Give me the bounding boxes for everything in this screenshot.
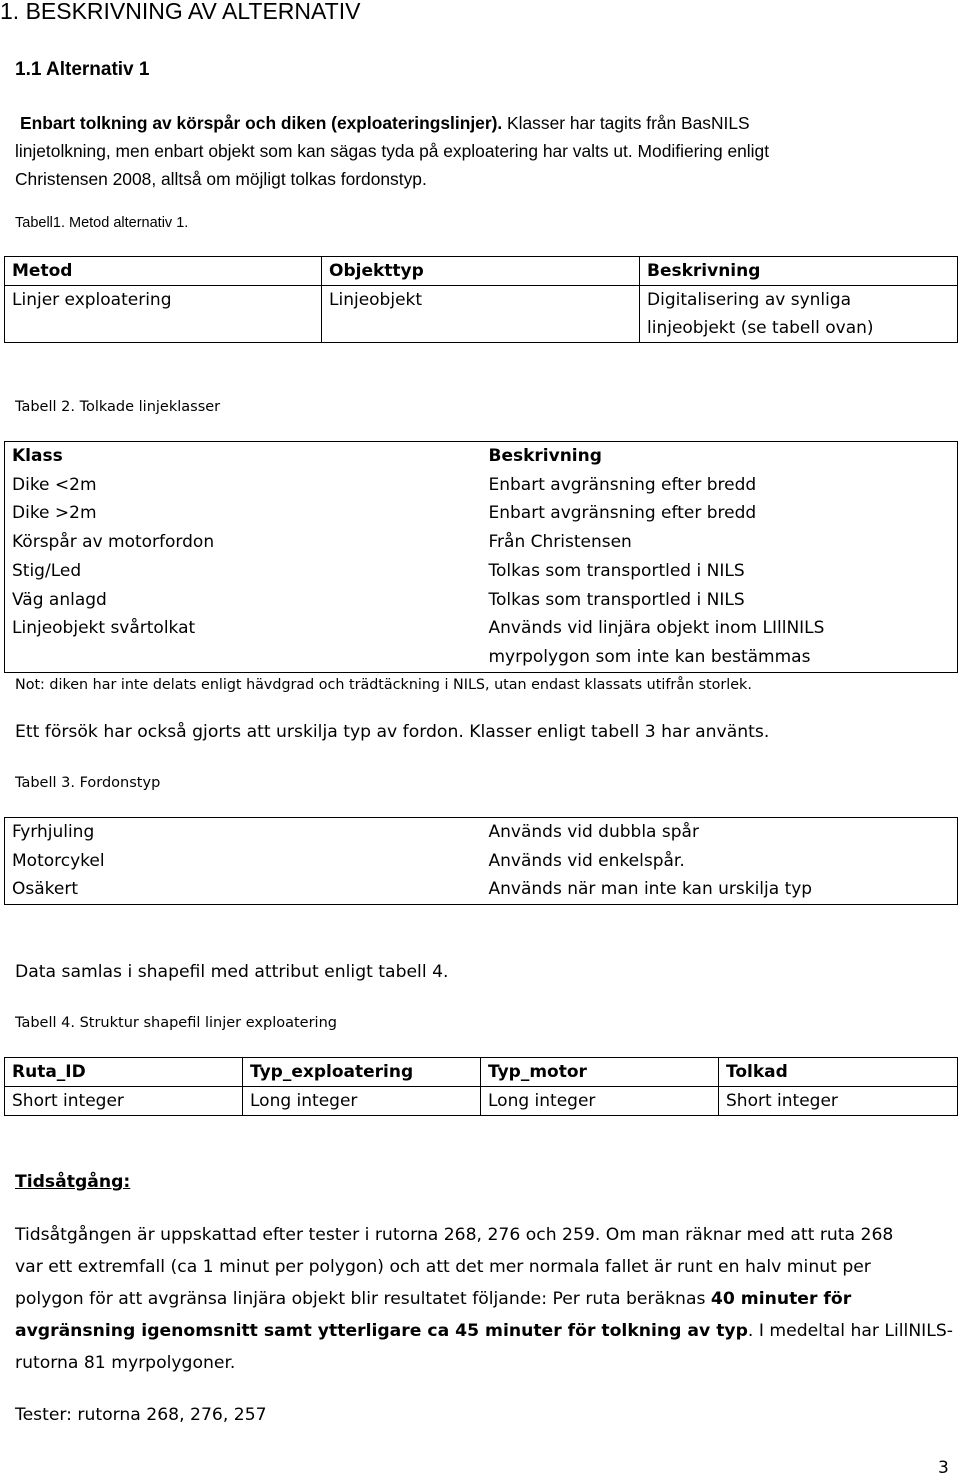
table4-header-row [5,1058,958,1087]
table1 [4,256,958,343]
page-number: 3 [938,1458,949,1478]
table2-cell: Tolkas som transportled i NILS [488,589,745,610]
time-line-5: rutorna 81 myrpolygoner. [15,1353,236,1373]
table4-cell: Long integer [243,1087,481,1116]
table2-header: Klass [12,446,63,466]
table-row [5,499,958,528]
section-subheading: 1.1 Alternativ 1 [15,59,150,80]
table2 [4,441,958,673]
intro-line-3: Christensen 2008, alltså om möjligt tolkas fordonstyp. [15,169,427,189]
time-line-4 [15,1315,953,1347]
vehicle-paragraph: Ett försök har också gjorts att urskilja typ av fordon. Klasser enligt tabell 3 har använts. [15,722,770,742]
table2-cell: Dike <2m [12,474,97,495]
time-line-3 [15,1283,851,1315]
time-line-3-bold: 40 minuter för [710,1289,852,1309]
table4-caption: Tabell 4. Struktur shapefil linjer exploatering [15,1015,337,1031]
table2-cell-line: myrpolygon som inte kan bestämmas [488,646,811,667]
table3-cell: Motorcykel [12,850,105,871]
table4-row [5,1087,958,1116]
intro-bold: Enbart tolkning av körspår och diken (exploateringslinjer). [20,113,503,133]
table1-header: Beskrivning [640,257,958,286]
table1-cell: Linjer exploatering [5,286,322,343]
table3 [4,817,958,905]
table4-header: Typ_motor [481,1058,719,1087]
table1-header: Objekttyp [322,257,640,286]
table2-cell [482,614,958,672]
testers-line: Tester: rutorna 268, 276, 257 [15,1405,267,1425]
time-line-3-plain: polygon för att avgränsa linjära objekt blir resultatet följande: Per ruta beräknas [15,1289,711,1309]
table2-cell: Väg anlagd [12,589,107,610]
table1-cell [640,286,958,343]
table2-cell: Tolkas som transportled i NILS [488,560,745,581]
time-line-4-bold: avgränsning igenomsnitt samt ytterligare ca 45 minuter för tolkning av typ [15,1321,748,1341]
time-line-4-plain: . I medeltal har LillNILS- [747,1321,953,1341]
table3-cell: Används vid dubbla spår [488,822,699,842]
shapefile-paragraph: Data samlas i shapefil med attribut enligt tabell 4. [15,962,449,982]
table-row [5,586,958,615]
table2-header: Beskrivning [488,446,602,466]
table4-cell: Long integer [481,1087,719,1116]
table2-note: Not: diken har inte delats enligt hävdgrad och trädtäckning i NILS, utan endast klassats utifrån storlek. [15,677,752,693]
table3-cell: Används när man inte kan urskilja typ [488,879,813,900]
table3-cell: Används vid enkelspår. [488,850,685,871]
table4-cell: Short integer [719,1087,958,1116]
time-line-2: var ett extremfall (ca 1 minut per polygon) och att det mer normala fallet är runt en halv minut per [15,1257,871,1277]
table-row [5,875,958,904]
intro-rest: Klasser har tagits från BasNILS [502,113,750,133]
table-row [5,471,958,500]
table4 [4,1057,958,1116]
intro-line-2: linjetolkning, men enbart objekt som kan sägas tyda på exploatering har valts ut. Modifiering enligt [15,141,770,161]
table-row [5,557,958,586]
table-row [5,818,958,847]
table2-cell: Dike >2m [12,503,97,524]
table-row [5,528,958,557]
table3-caption: Tabell 3. Fordonstyp [15,775,161,791]
table1-header-row [5,257,958,286]
table1-header: Metod [5,257,322,286]
table3-cell: Osäkert [12,879,79,900]
table4-cell: Short integer [5,1087,243,1116]
table-row [5,847,958,876]
table2-cell: Körspår av motorfordon [12,532,215,553]
table1-cell: Linjeobjekt [322,286,640,343]
table4-header: Typ_exploatering [243,1058,481,1087]
table3-cell: Fyrhjuling [12,822,95,842]
table1-cell-line: Digitalisering av synliga [647,290,852,310]
table1-cell-line: linjeobjekt (se tabell ovan) [647,318,874,338]
table2-cell: Stig/Led [12,560,82,581]
table2-cell: Linjeobjekt svårtolkat [12,618,196,639]
table1-caption: Tabell1. Metod alternativ 1. [15,215,189,231]
table2-cell: Enbart avgränsning efter bredd [488,474,757,495]
table4-header: Tolkad [719,1058,958,1087]
table2-header-row [5,442,958,471]
page-heading: 1. BESKRIVNING AV ALTERNATIV [0,0,361,24]
table2-cell-line: Används vid linjära objekt inom LIllNILS [488,618,825,639]
table1-row [5,286,958,343]
time-heading: Tidsåtgång: [15,1172,131,1192]
table2-caption: Tabell 2. Tolkade linjeklasser [15,399,221,415]
table2-cell: Från Christensen [488,532,632,553]
table2-cell: Enbart avgränsning efter bredd [488,503,757,524]
table4-header: Ruta_ID [5,1058,243,1087]
time-line-1: Tidsåtgången är uppskattad efter tester i rutorna 268, 276 och 259. Om man räknar med att ruta 268 [15,1225,894,1245]
intro-line-1 [20,110,750,136]
table-row [5,614,958,672]
